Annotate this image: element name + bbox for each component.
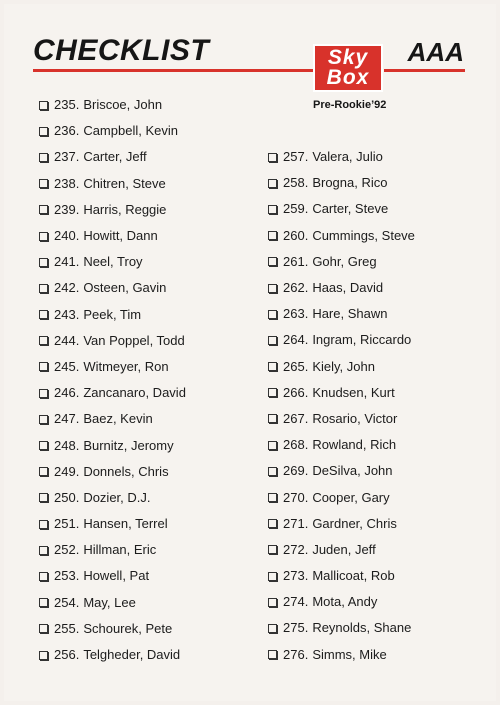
checklist-item: [268, 589, 415, 615]
checkbox-icon[interactable]: [39, 624, 48, 633]
checkbox-icon[interactable]: [268, 362, 277, 371]
card-number: 240.: [54, 228, 80, 244]
checkbox-icon[interactable]: [39, 336, 48, 345]
checklist-item: [268, 354, 415, 380]
player-name: Carter, Jeff: [83, 149, 147, 165]
player-name: May, Lee: [83, 594, 136, 610]
player-name: Carter, Steve: [312, 201, 389, 217]
checklist-left-column: [39, 92, 186, 668]
checkbox-icon[interactable]: [268, 388, 277, 397]
checklist-item: [39, 144, 186, 170]
checkbox-icon[interactable]: [39, 101, 48, 110]
checklist-item: [39, 563, 186, 589]
checkbox-icon[interactable]: [39, 493, 48, 502]
player-name: Osteen, Gavin: [83, 280, 167, 296]
card-number: 238.: [54, 175, 80, 191]
card-number: 270.: [283, 489, 309, 505]
checkbox-icon[interactable]: [268, 493, 277, 502]
header-rule-right: [384, 69, 465, 72]
checkbox-icon[interactable]: [39, 153, 48, 162]
skybox-logo: [313, 44, 383, 92]
checkbox-icon[interactable]: [268, 650, 277, 659]
checklist-item: [268, 642, 415, 668]
card-number: 254.: [54, 594, 80, 610]
card-number: 266.: [283, 384, 309, 400]
card-number: 276.: [283, 646, 309, 662]
card-number: 236.: [54, 123, 80, 139]
checklist-item: [268, 223, 415, 249]
player-name: Simms, Mike: [312, 646, 387, 662]
checkbox-icon[interactable]: [268, 598, 277, 607]
card-number: 235.: [54, 97, 80, 113]
checklist-item: [39, 406, 186, 432]
checklist-item: [268, 275, 415, 301]
checklist-item: [39, 354, 186, 380]
checkbox-icon[interactable]: [39, 362, 48, 371]
player-name: Peek, Tim: [83, 306, 142, 322]
checklist-item: [39, 380, 186, 406]
checkbox-icon[interactable]: [39, 467, 48, 476]
checklist-item: [39, 590, 186, 616]
checklist-item: [268, 615, 415, 641]
checkbox-icon[interactable]: [39, 441, 48, 450]
card-number: 259.: [283, 201, 309, 217]
card-number: 271.: [283, 515, 309, 531]
card-number: 273.: [283, 568, 309, 584]
player-name: Briscoe, John: [83, 97, 163, 113]
checkbox-icon[interactable]: [39, 284, 48, 293]
player-name: Mota, Andy: [312, 594, 378, 610]
player-name: Mallicoat, Rob: [312, 568, 395, 584]
player-name: Ingram, Riccardo: [312, 332, 412, 348]
checkbox-icon[interactable]: [39, 546, 48, 555]
checkbox-icon[interactable]: [39, 389, 48, 398]
player-name: Chitren, Steve: [83, 175, 166, 191]
card-number: 267.: [283, 410, 309, 426]
checklist-item: [39, 642, 186, 668]
checklist-item: [39, 197, 186, 223]
checklist-item: [39, 118, 186, 144]
card-number: 244.: [54, 332, 80, 348]
card-number: 257.: [283, 149, 309, 165]
checklist-item: [39, 171, 186, 197]
checkbox-icon[interactable]: [268, 153, 277, 162]
checklist-item: [268, 170, 415, 196]
card-number: 265.: [283, 358, 309, 374]
level-label: AAA: [407, 37, 464, 67]
card-number: 245.: [54, 358, 80, 374]
checklist-item: [268, 484, 415, 510]
player-name: Baez, Kevin: [83, 411, 153, 427]
checklist-item: [268, 301, 415, 327]
checkbox-icon[interactable]: [268, 179, 277, 188]
player-name: Rosario, Victor: [312, 410, 398, 426]
card-number: 246.: [54, 385, 80, 401]
player-name: Cooper, Gary: [312, 489, 390, 505]
checkbox-icon[interactable]: [39, 232, 48, 241]
checklist-item: [39, 616, 186, 642]
card-number: 264.: [283, 332, 309, 348]
card-number: 252.: [54, 542, 80, 558]
checklist-item: [268, 458, 415, 484]
player-name: Witmeyer, Ron: [83, 358, 169, 374]
checkbox-icon[interactable]: [268, 519, 277, 528]
card-number: 242.: [54, 280, 80, 296]
player-name: Valera, Julio: [312, 149, 383, 165]
checkbox-icon[interactable]: [39, 415, 48, 424]
card-number: 274.: [283, 594, 309, 610]
player-name: Burnitz, Jeromy: [83, 437, 174, 453]
checkbox-icon[interactable]: [268, 284, 277, 293]
checklist-item: [39, 328, 186, 354]
checkbox-icon[interactable]: [268, 467, 277, 476]
player-name: Neel, Troy: [83, 254, 143, 270]
checkbox-icon[interactable]: [268, 414, 277, 423]
player-name: Reynolds, Shane: [312, 620, 412, 636]
checkbox-icon[interactable]: [39, 127, 48, 136]
checklist-item: [268, 249, 415, 275]
card-number: 256.: [54, 647, 80, 663]
card-number: 260.: [283, 227, 309, 243]
checkbox-icon[interactable]: [268, 624, 277, 633]
player-name: Zancanaro, David: [83, 385, 186, 401]
player-name: Hare, Shawn: [312, 306, 388, 322]
checkbox-icon[interactable]: [39, 205, 48, 214]
player-name: Gardner, Chris: [312, 515, 397, 531]
checklist-item: [268, 406, 415, 432]
checklist-item: [268, 144, 415, 170]
player-name: Telgheder, David: [83, 647, 181, 663]
checklist-item: [268, 537, 415, 563]
card-number: 250.: [54, 489, 80, 505]
checklist-item: [39, 432, 186, 458]
set-subtitle: Pre-Rookie’92: [313, 99, 387, 111]
card-number: 249.: [54, 463, 80, 479]
header-rule-left: [33, 69, 313, 72]
card-number: 239.: [54, 201, 80, 217]
checkbox-icon[interactable]: [39, 179, 48, 188]
checklist-item: [39, 485, 186, 511]
checkbox-icon[interactable]: [268, 310, 277, 319]
checklist-item: [39, 92, 186, 118]
checkbox-icon[interactable]: [268, 205, 277, 214]
card-number: 251.: [54, 516, 80, 532]
logo-text-bottom: Box: [326, 66, 370, 89]
player-name: Brogna, Rico: [312, 175, 388, 191]
checkbox-icon[interactable]: [39, 258, 48, 267]
checklist-item: [268, 327, 415, 353]
checklist-item: [268, 196, 415, 222]
card-number: 237.: [54, 149, 80, 165]
player-name: Cummings, Steve: [312, 227, 415, 243]
card-number: 241.: [54, 254, 80, 270]
checkbox-icon[interactable]: [39, 598, 48, 607]
player-name: Kiely, John: [312, 358, 375, 374]
player-name: DeSilva, John: [312, 463, 393, 479]
card-number: 268.: [283, 437, 309, 453]
checkbox-icon[interactable]: [268, 441, 277, 450]
checklist-item: [39, 275, 186, 301]
card-number: 258.: [283, 175, 309, 191]
checklist-item: [39, 459, 186, 485]
player-name: Hillman, Eric: [83, 542, 157, 558]
player-name: Harris, Reggie: [83, 201, 167, 217]
checklist-right-column: [268, 144, 415, 668]
card-number: 255.: [54, 620, 80, 636]
player-name: Rowland, Rich: [312, 437, 397, 453]
card-number: 269.: [283, 463, 309, 479]
card-number: 247.: [54, 411, 80, 427]
checkbox-icon[interactable]: [268, 231, 277, 240]
card-number: 248.: [54, 437, 80, 453]
checkbox-icon[interactable]: [268, 257, 277, 266]
card-number: 243.: [54, 306, 80, 322]
player-name: Hansen, Terrel: [83, 516, 168, 532]
checklist-item: [268, 563, 415, 589]
checklist-item: [268, 432, 415, 458]
checklist-item: [39, 511, 186, 537]
player-name: Donnels, Chris: [83, 463, 169, 479]
checkbox-icon[interactable]: [39, 651, 48, 660]
card-number: 275.: [283, 620, 309, 636]
player-name: Dozier, D.J.: [83, 489, 151, 505]
player-name: Knudsen, Kurt: [312, 384, 395, 400]
checklist-item: [268, 380, 415, 406]
checklist-item: [39, 223, 186, 249]
checkbox-icon[interactable]: [39, 310, 48, 319]
checklist-item: [39, 302, 186, 328]
player-name: Howitt, Dann: [83, 228, 158, 244]
checklist-item: [39, 537, 186, 563]
card-number: 263.: [283, 306, 309, 322]
card-number: 261.: [283, 253, 309, 269]
checkbox-icon[interactable]: [268, 545, 277, 554]
checkbox-icon[interactable]: [268, 336, 277, 345]
player-name: Gohr, Greg: [312, 253, 377, 269]
card-number: 272.: [283, 541, 309, 557]
logo-text-top: Sky: [327, 46, 369, 69]
player-name: Haas, David: [312, 280, 384, 296]
player-name: Schourek, Pete: [83, 620, 173, 636]
player-name: Juden, Jeff: [312, 541, 376, 557]
player-name: Howell, Pat: [83, 568, 150, 584]
checkbox-icon[interactable]: [39, 572, 48, 581]
player-name: Van Poppel, Todd: [83, 332, 185, 348]
checklist-item: [268, 511, 415, 537]
checkbox-icon[interactable]: [268, 572, 277, 581]
checklist-item: [39, 249, 186, 275]
page-title: CHECKLIST: [33, 34, 210, 67]
checkbox-icon[interactable]: [39, 520, 48, 529]
player-name: Campbell, Kevin: [83, 123, 178, 139]
card-number: 262.: [283, 280, 309, 296]
card-number: 253.: [54, 568, 80, 584]
